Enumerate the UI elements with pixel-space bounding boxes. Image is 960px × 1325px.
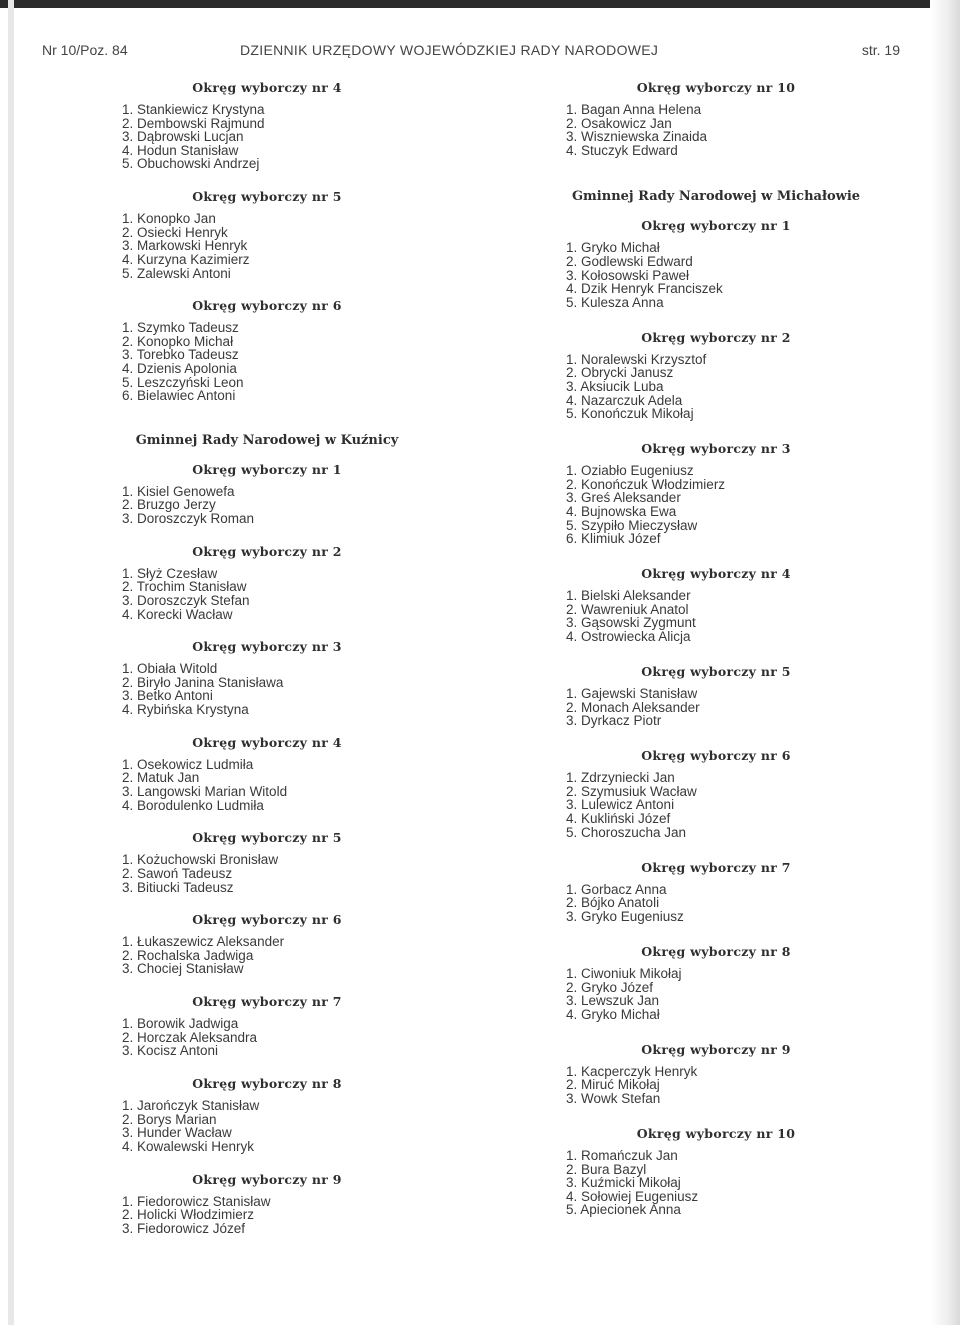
header-issue-number: Nr 10/Poz. 84 — [42, 42, 128, 58]
candidate-list — [566, 241, 866, 309]
candidate-list — [122, 485, 412, 526]
candidate-name: 3. Kuźmicki Mikołaj — [566, 1175, 681, 1191]
candidate-name: 2. Dembowski Rajmund — [122, 115, 265, 131]
candidate-name: 5. Zalewski Antoni — [122, 265, 231, 281]
candidate-list — [566, 353, 866, 421]
candidate-name: 4. Stuczyk Edward — [566, 142, 678, 158]
candidate-name: 1. Oziabło Eugeniusz — [566, 463, 694, 479]
candidate-name: 1. Kisiel Genowefa — [122, 483, 235, 499]
candidate-name: 1. Kacperczyk Henryk — [566, 1063, 698, 1079]
electoral-district — [566, 748, 866, 839]
candidate-name: 3. Hunder Wacław — [122, 1125, 232, 1141]
candidate-list — [566, 589, 866, 643]
candidate-list — [122, 321, 412, 403]
header-journal-title: DZIENNIK URZĘDOWY WOJEWÓDZKIEJ RADY NARODOWEJ — [240, 42, 659, 58]
candidate-name: 1. Gajewski Stanisław — [566, 686, 698, 702]
header-page-number: str. 19 — [861, 42, 900, 58]
district-heading: Okręg wyborczy nr 2 — [641, 329, 791, 345]
candidate-name: 3. Wowk Stefan — [566, 1090, 661, 1106]
candidate-name: 5. Leszczyński Leon — [122, 374, 244, 390]
candidate-name: 1. Romańczuk Jan — [566, 1148, 678, 1164]
candidate-name: 3. Gąsowski Zygmunt — [566, 615, 696, 631]
candidate-name: 3. Dąbrowski Lucjan — [122, 129, 244, 145]
candidate-name: 1. Noralewski Krzysztof — [566, 351, 707, 367]
candidate-list — [122, 212, 412, 280]
district-heading: Okręg wyborczy nr 1 — [641, 218, 791, 234]
candidate-name: 2. Sawoń Tadeusz — [122, 865, 233, 881]
electoral-district — [122, 1172, 412, 1236]
candidate-name: 1. Gorbacz Anna — [566, 881, 667, 897]
electoral-district — [566, 441, 866, 546]
candidate-list — [566, 883, 866, 924]
candidate-name: 4. Rybińska Krystyna — [122, 702, 249, 718]
scan-left-edge — [8, 0, 14, 1325]
electoral-district — [566, 1126, 866, 1217]
candidate-name: 5. Konończuk Mikołaj — [566, 406, 694, 422]
district-heading: Okręg wyborczy nr 4 — [192, 734, 342, 750]
candidate-name: 1. Jarończyk Stanisław — [122, 1098, 260, 1114]
electoral-district — [122, 830, 412, 894]
electoral-district — [566, 330, 866, 421]
candidate-name: 4. Hodun Stanisław — [122, 142, 239, 158]
candidate-name: 1. Obiała Witold — [122, 661, 218, 677]
candidate-name: 1. Zdrzyniecki Jan — [566, 770, 675, 786]
page-header — [42, 42, 900, 62]
candidate-name: 6. Klimiuk Józef — [566, 531, 661, 547]
candidate-name: 1. Stankiewicz Krystyna — [122, 102, 265, 117]
candidate-name: 1. Fiedorowicz Stanisław — [122, 1193, 271, 1209]
candidate-name: 2. Szymusiuk Wacław — [566, 783, 697, 799]
electoral-district — [122, 544, 412, 621]
electoral-district — [122, 1076, 412, 1153]
electoral-district — [566, 664, 866, 728]
candidate-list — [122, 853, 412, 894]
candidate-name: 2. Gryko Józef — [566, 979, 654, 995]
right-column — [566, 80, 866, 1217]
candidate-name: 3. Markowski Henryk — [122, 238, 248, 254]
candidate-name: 3. Langowski Marian Witold — [122, 784, 288, 799]
council-title: Gminnej Rady Narodowej w Kuźnicy — [135, 432, 399, 448]
candidate-name: 2. Godlewski Edward — [566, 253, 693, 269]
district-heading: Okręg wyborczy nr 4 — [641, 566, 791, 582]
candidate-name: 2. Osakowicz Jan — [566, 115, 672, 131]
candidate-name: 3. Kocisz Antoni — [122, 1043, 219, 1059]
candidate-list — [566, 967, 866, 1021]
candidate-list — [566, 687, 866, 728]
candidate-name: 2. Matuk Jan — [122, 770, 200, 786]
candidate-list — [122, 662, 412, 716]
candidate-name: 3. Dyrkacz Piotr — [566, 713, 662, 729]
scan-top-edge — [0, 0, 930, 8]
candidate-list — [122, 935, 412, 976]
district-heading: Okręg wyborczy nr 8 — [641, 943, 791, 959]
candidate-name: 4. Kurzyna Kazimierz — [122, 251, 250, 267]
candidate-name: 1. Gryko Michał — [566, 240, 660, 256]
candidate-name: 4. Bujnowska Ewa — [566, 504, 677, 519]
candidate-name: 4. Dzienis Apolonia — [122, 361, 237, 377]
candidate-list — [566, 771, 866, 839]
district-heading: Okręg wyborczy nr 10 — [636, 1126, 796, 1142]
candidate-name: 1. Konopko Jan — [122, 211, 216, 227]
candidate-name: 2. Bura Bazyl — [566, 1161, 647, 1177]
district-heading: Okręg wyborczy nr 4 — [192, 80, 342, 95]
candidate-name: 5. Choroszucha Jan — [566, 824, 687, 840]
district-heading: Okręg wyborczy nr 8 — [192, 1076, 342, 1092]
candidate-list — [122, 758, 412, 812]
electoral-district — [566, 80, 866, 157]
candidate-name: 2. Wawreniuk Anatol — [566, 601, 689, 617]
candidate-name: 3. Chociej Stanisław — [122, 961, 244, 977]
candidate-list — [566, 103, 866, 157]
candidate-name: 2. Rochalska Jadwiga — [122, 947, 254, 963]
candidate-name: 1. Słyż Czesław — [122, 565, 218, 581]
candidate-name: 2. Bruzgo Jerzy — [122, 497, 216, 513]
candidate-name: 5. Kulesza Anna — [566, 294, 664, 310]
candidate-name: 2. Miruć Mikołaj — [566, 1077, 660, 1093]
district-heading: Okręg wyborczy nr 5 — [192, 830, 342, 846]
candidate-name: 3. Wiszniewska Zinaida — [566, 129, 708, 145]
candidate-name: 3. Lewszuk Jan — [566, 993, 660, 1009]
electoral-district — [122, 80, 412, 171]
electoral-district — [122, 994, 412, 1058]
candidate-name: 1. Borowik Jadwiga — [122, 1016, 239, 1032]
electoral-district — [122, 189, 412, 280]
electoral-district — [566, 218, 866, 309]
candidate-name: 2. Obrycki Janusz — [566, 365, 674, 381]
candidate-name: 3. Aksiucik Luba — [566, 378, 664, 394]
candidate-name: 3. Lulewicz Antoni — [566, 797, 675, 813]
scan-right-edge — [930, 0, 960, 1325]
electoral-district — [122, 462, 412, 526]
district-heading: Okręg wyborczy nr 6 — [192, 912, 342, 928]
candidate-name: 1. Bielski Aleksander — [566, 588, 691, 604]
candidate-name: 5. Szypiło Mieczysław — [566, 517, 698, 533]
candidate-name: 2. Monach Aleksander — [566, 699, 700, 715]
candidate-name: 1. Łukaszewicz Aleksander — [122, 934, 285, 950]
district-heading: Okręg wyborczy nr 6 — [192, 298, 342, 314]
candidate-name: 2. Bójko Anatoli — [566, 895, 660, 911]
district-heading: Okręg wyborczy nr 10 — [636, 80, 796, 95]
candidate-name: 1. Ciwoniuk Mikołaj — [566, 965, 682, 981]
candidate-name: 4. Ostrowiecka Alicja — [566, 629, 691, 645]
district-heading: Okręg wyborczy nr 5 — [192, 189, 342, 205]
district-heading: Okręg wyborczy nr 3 — [192, 639, 342, 655]
candidate-list — [566, 464, 866, 546]
candidate-name: 1. Bagan Anna Helena — [566, 102, 702, 117]
candidate-list — [122, 567, 412, 621]
electoral-district — [122, 912, 412, 976]
district-heading: Okręg wyborczy nr 3 — [641, 441, 791, 457]
district-heading: Okręg wyborczy nr 9 — [641, 1041, 791, 1057]
electoral-district — [566, 944, 866, 1021]
district-heading: Okręg wyborczy nr 6 — [641, 748, 791, 764]
candidate-name: 4. Sołowiej Eugeniusz — [566, 1188, 699, 1204]
district-heading: Okręg wyborczy nr 2 — [192, 543, 342, 559]
candidate-name: 3. Doroszczyk Stefan — [122, 592, 250, 608]
district-heading: Okręg wyborczy nr 7 — [641, 859, 791, 875]
candidate-name: 3. Kołosowski Paweł — [566, 267, 690, 283]
electoral-district — [566, 860, 866, 924]
candidate-name: 3. Doroszczyk Roman — [122, 511, 255, 526]
candidate-name: 3. Bitiucki Tadeusz — [122, 879, 234, 895]
candidate-name: 2. Osiecki Henryk — [122, 224, 228, 240]
candidate-name: 4. Korecki Wacław — [122, 606, 233, 622]
candidate-name: 4. Gryko Michał — [566, 1006, 660, 1022]
district-heading: Okręg wyborczy nr 5 — [641, 664, 791, 680]
candidate-name: 2. Holicki Włodzimierz — [122, 1207, 255, 1223]
candidate-name: 3. Betko Antoni — [122, 688, 213, 704]
candidate-name: 6. Bielawiec Antoni — [122, 388, 236, 404]
candidate-name: 4. Kowalewski Henryk — [122, 1138, 255, 1154]
council-title: Gminnej Rady Narodowej w Michałowie — [571, 189, 861, 205]
candidate-list — [122, 1017, 412, 1058]
candidate-name: 2. Borys Marian — [122, 1111, 217, 1127]
candidate-list — [566, 1065, 866, 1106]
electoral-district — [122, 639, 412, 716]
candidate-name: 1. Szymko Tadeusz — [122, 320, 239, 336]
electoral-district — [566, 566, 866, 643]
candidate-name: 4. Borodulenko Ludmiła — [122, 797, 264, 813]
candidate-name: 4. Kukliński Józef — [566, 811, 671, 827]
electoral-district — [122, 735, 412, 812]
candidate-name: 3. Torebko Tadeusz — [122, 347, 239, 363]
electoral-district — [566, 1042, 866, 1106]
electoral-district — [122, 298, 412, 403]
district-heading: Okręg wyborczy nr 7 — [192, 994, 342, 1010]
candidate-list — [122, 1195, 412, 1236]
candidate-name: 1. Kożuchowski Bronisław — [122, 852, 279, 868]
candidate-name: 3. Fiedorowicz Józef — [122, 1220, 246, 1236]
candidate-name: 3. Gryko Eugeniusz — [566, 908, 684, 924]
candidate-name: 2. Konończuk Włodzimierz — [566, 476, 726, 492]
left-column — [122, 80, 412, 1235]
candidate-name: 1. Osekowicz Ludmiła — [122, 756, 254, 772]
candidate-name: 5. Apiecionek Anna — [566, 1202, 681, 1218]
district-heading: Okręg wyborczy nr 1 — [192, 461, 342, 477]
candidate-list — [122, 1099, 412, 1153]
candidate-name: 5. Obuchowski Andrzej — [122, 156, 260, 172]
candidate-name: 3. Greś Aleksander — [566, 490, 681, 506]
candidate-name: 4. Nazarczuk Adela — [566, 392, 683, 408]
candidate-list — [566, 1149, 866, 1217]
candidate-name: 2. Konopko Michał — [122, 333, 234, 349]
candidate-name: 2. Horczak Aleksandra — [122, 1029, 258, 1045]
candidate-name: 2. Trochim Stanisław — [122, 579, 247, 595]
candidate-name: 4. Dzik Henryk Franciszek — [566, 281, 723, 297]
candidate-list — [122, 103, 412, 171]
district-heading: Okręg wyborczy nr 9 — [192, 1171, 342, 1187]
candidate-name: 2. Biryło Janina Stanisława — [122, 674, 284, 690]
